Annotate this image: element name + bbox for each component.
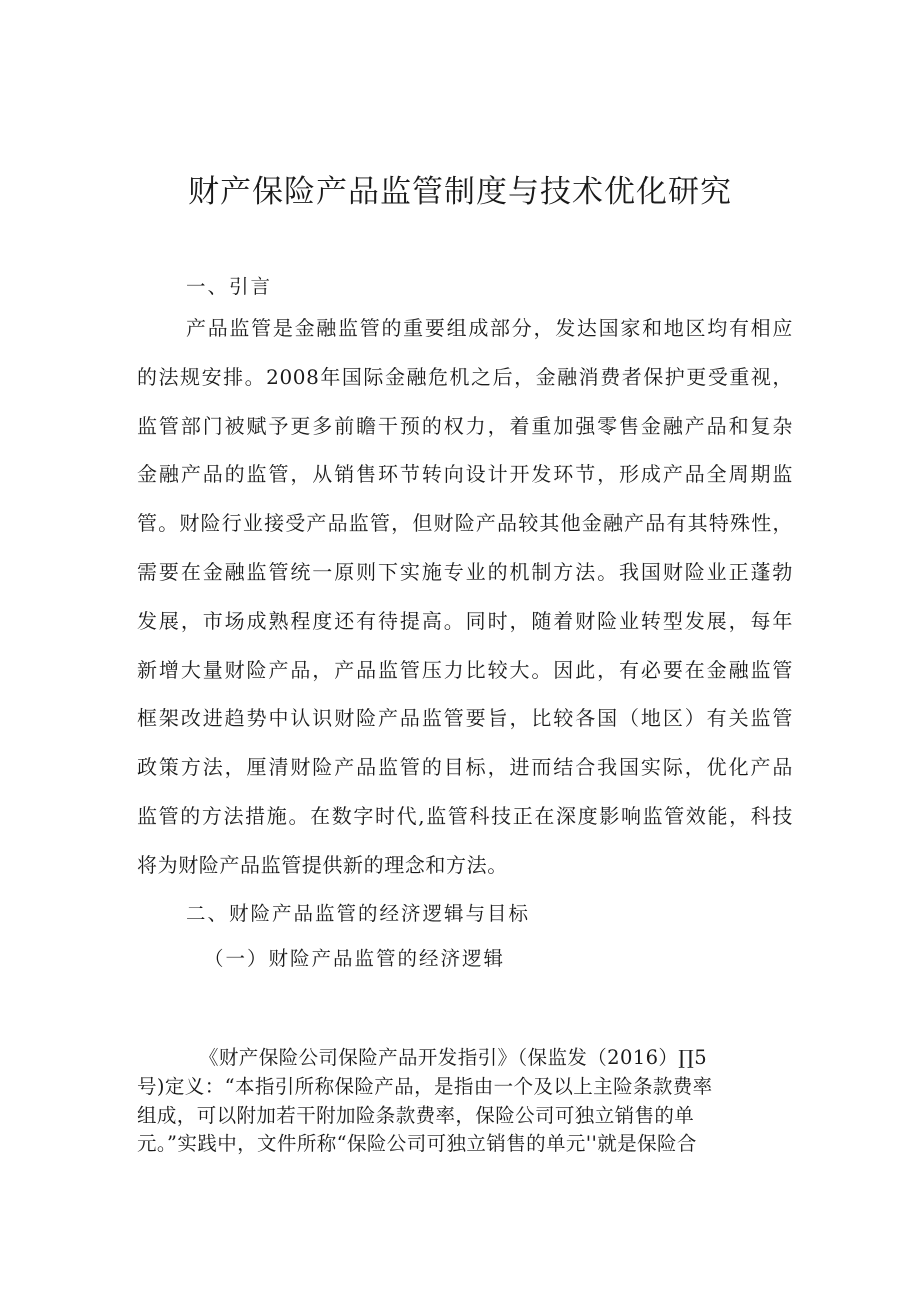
subsection-heading-1: （一）财险产品监管的经济逻辑 [204,947,506,970]
paragraph-line: 框架改进趋势中认识财险产品监管要旨，比较各国（地区）有关监管 [137,706,793,731]
excerpt-line: 组成，可以附加若干附加险条款费率，保险公司可独立销售的单 [137,1103,695,1127]
paragraph-line: 监管的方法措施。在数字时代,监管科技正在深度影响监管效能，科技 [137,803,793,828]
intro-paragraph [137,316,793,902]
section-heading-intro: 一、引言 [186,275,273,298]
excerpt-line: 元。”实践中，文件所称“保险公司可独立销售的单元''就是保险合 [137,1132,697,1156]
paragraph-line: 政策方法，厘清财险产品监管的目标，进而结合我国实际，优化产品 [137,755,793,780]
section-heading-2: 二、财险产品监管的经济逻辑与目标 [186,902,531,925]
paragraph-line: 的法规安排。2008年国际金融危机之后，金融消费者保护更受重视， [137,364,793,389]
paragraph-line: 需要在金融监管统一原则下实施专业的机制方法。我国财险业正蓬勃 [137,559,793,584]
paragraph-line: 管。财险行业接受产品监管，但财险产品较其他金融产品有其特殊性， [137,511,793,536]
paragraph-line: 将为财险产品监管提供新的理念和方法。 [137,852,508,877]
document-title: 财产保险产品监管制度与技术优化研究 [188,174,732,210]
paragraph-line: 新增大量财险产品，产品监管压力比较大。因此，有必要在金融监管 [137,657,793,682]
paragraph-line: 产品监管是金融监管的重要组成部分，发达国家和地区均有相应 [186,316,793,340]
excerpt-line: 《财产保险公司保险产品开发指引》（保监发（2016）∏5 [199,1046,708,1069]
paragraph-line: 发展，市场成熟程度还有待提高。同时，随着财险业转型发展，每年 [137,608,793,633]
paragraph-line: 监管部门被赋予更多前瞻干预的权力，着重加强零售金融产品和复杂 [137,413,793,438]
excerpt-paragraph [137,1046,793,1161]
paragraph-line: 金融产品的监管，从销售环节转向设计开发环节，形成产品全周期监 [137,462,793,487]
excerpt-line: 号)定义：“本指引所称保险产品，是指由一个及以上主险条款费率 [137,1074,713,1098]
